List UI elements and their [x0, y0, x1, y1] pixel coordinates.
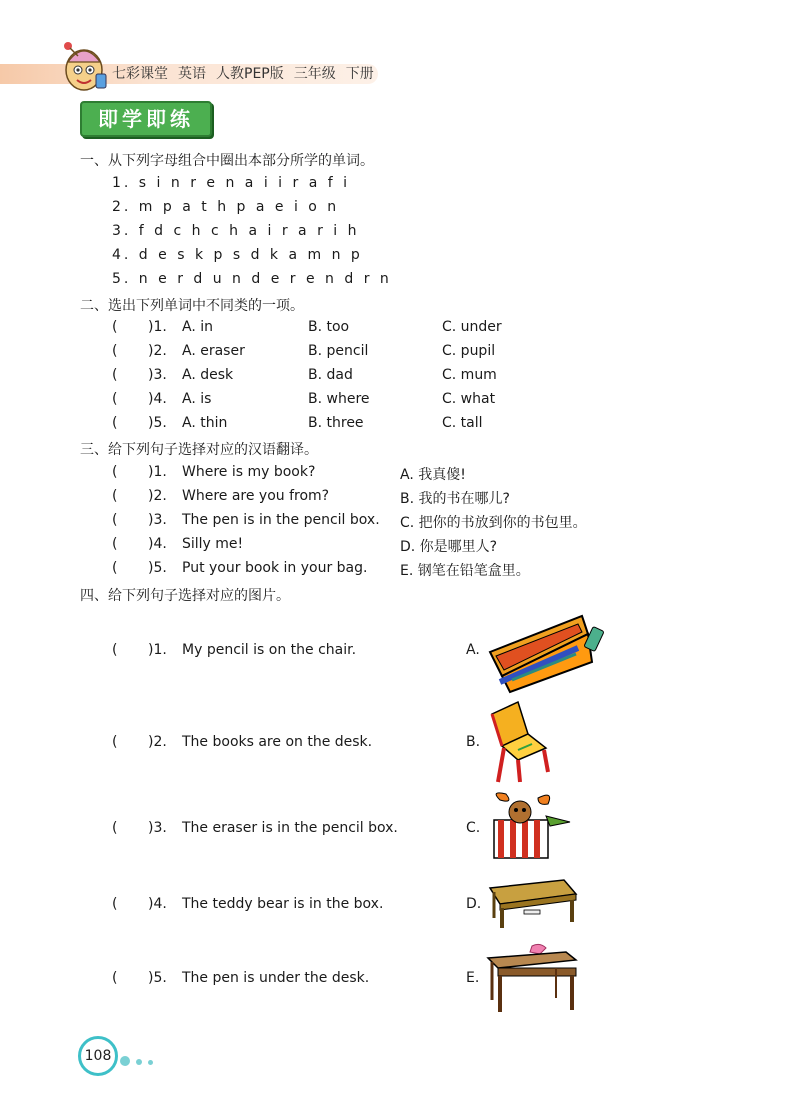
item-number: )3. [148, 512, 167, 528]
answer-paren[interactable]: ( [112, 970, 118, 986]
option-a: A. is [182, 391, 212, 407]
option-b: B. dad [308, 367, 353, 383]
mascot-icon [56, 38, 112, 94]
option-b: B. three [308, 415, 364, 431]
answer-paren[interactable]: ( [112, 536, 118, 552]
desk-icon [484, 874, 580, 930]
item-number: )1. [148, 642, 167, 658]
decor-dot [120, 1056, 130, 1066]
list-item: 4. d e s k p s d k a m n p [112, 247, 363, 263]
option-c: C. what [442, 391, 496, 407]
chair-icon [482, 698, 554, 784]
section-title-box: 即学即练 [80, 101, 212, 137]
section4-title: 四、给下列句子选择对应的图片。 [80, 588, 290, 604]
list-item: 1. s i n r e n a i i r a f i [112, 175, 351, 191]
header-edition: 人教PEP版 [216, 66, 284, 82]
answer-paren[interactable]: ( [112, 560, 118, 576]
option-b: B. pencil [308, 343, 369, 359]
picture-label: A. [466, 642, 480, 658]
english-sentence: Where are you from? [182, 488, 330, 504]
answer-paren[interactable]: ( [112, 896, 118, 912]
option-c: C. pupil [442, 343, 496, 359]
english-sentence: Where is my book? [182, 464, 316, 480]
answer-paren[interactable]: ( [112, 464, 118, 480]
option-a: A. thin [182, 415, 228, 431]
answer-paren[interactable]: ( [112, 415, 118, 431]
english-sentence: The pen is in the pencil box. [182, 512, 380, 528]
answer-paren[interactable]: ( [112, 642, 118, 658]
section1-title: 一、从下列字母组合中圈出本部分所学的单词。 [80, 153, 374, 169]
item-number: )5. [148, 970, 167, 986]
option-a: A. eraser [182, 343, 245, 359]
chinese-option: E. 钢笔在铅笔盒里。 [400, 563, 530, 579]
list-item: 5. n e r d u n d e r e n d r n [112, 271, 392, 287]
item-number: )5. [148, 560, 167, 576]
header-volume: 下册 [345, 66, 374, 82]
picture-label: E. [466, 970, 480, 986]
option-c: C. tall [442, 415, 483, 431]
section3-title: 三、给下列句子选择对应的汉语翻译。 [80, 442, 318, 458]
answer-paren[interactable]: ( [112, 820, 118, 836]
item-number: )3. [148, 820, 167, 836]
option-a: A. in [182, 319, 213, 335]
list-item: 2. m p a t h p a e i o n [112, 199, 340, 215]
sentence: The books are on the desk. [182, 734, 373, 750]
chinese-option: B. 我的书在哪儿? [400, 491, 510, 507]
item-number: )1. [148, 464, 167, 480]
item-number: )2. [148, 343, 167, 359]
page-number: 108 [78, 1036, 118, 1076]
item-number: )4. [148, 896, 167, 912]
option-a: A. desk [182, 367, 234, 383]
section2-title: 二、选出下列单词中不同类的一项。 [80, 298, 304, 314]
chinese-option: D. 你是哪里人? [400, 539, 498, 555]
item-number: )5. [148, 415, 167, 431]
picture-label: B. [466, 734, 481, 750]
sentence: The pen is under the desk. [182, 970, 370, 986]
header-subject: 英语 [178, 66, 206, 82]
answer-paren[interactable]: ( [112, 734, 118, 750]
answer-paren[interactable]: ( [112, 512, 118, 528]
english-sentence: Put your book in your bag. [182, 560, 368, 576]
list-item: 3. f d c h c h a i r a r i h [112, 223, 360, 239]
picture-label: C. [466, 820, 481, 836]
sentence: My pencil is on the chair. [182, 642, 357, 658]
item-number: )4. [148, 391, 167, 407]
item-number: )2. [148, 488, 167, 504]
option-b: B. where [308, 391, 370, 407]
item-number: )4. [148, 536, 167, 552]
pencil-box-icon [482, 604, 612, 696]
gift-box-icon [486, 790, 572, 860]
picture-label: D. [466, 896, 482, 912]
header-text [112, 63, 384, 83]
answer-paren[interactable]: ( [112, 319, 118, 335]
answer-paren[interactable]: ( [112, 367, 118, 383]
item-number: )3. [148, 367, 167, 383]
header-grade: 三年级 [293, 66, 336, 82]
decor-dot [136, 1059, 142, 1065]
table-icon [484, 940, 580, 1014]
sentence: The teddy bear is in the box. [182, 896, 384, 912]
item-number: )1. [148, 319, 167, 335]
header-brand: 七彩课堂 [112, 66, 168, 82]
item-number: )2. [148, 734, 167, 750]
option-b: B. too [308, 319, 350, 335]
english-sentence: Silly me! [182, 536, 244, 552]
answer-paren[interactable]: ( [112, 343, 118, 359]
option-c: C. mum [442, 367, 497, 383]
answer-paren[interactable]: ( [112, 488, 118, 504]
decor-dot [148, 1060, 153, 1065]
chinese-option: C. 把你的书放到你的书包里。 [400, 515, 587, 531]
option-c: C. under [442, 319, 502, 335]
chinese-option: A. 我真傻! [400, 467, 466, 483]
answer-paren[interactable]: ( [112, 391, 118, 407]
sentence: The eraser is in the pencil box. [182, 820, 398, 836]
